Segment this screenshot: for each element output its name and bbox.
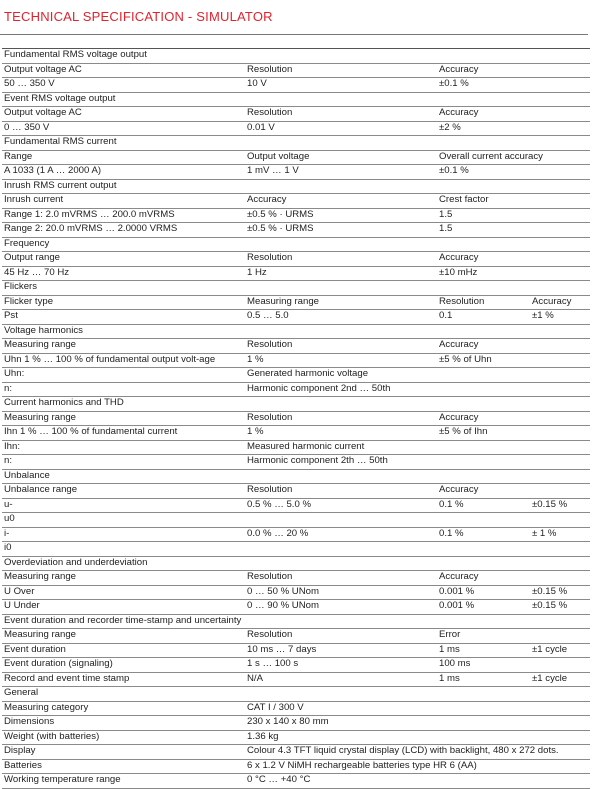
table-cell: 1 % [245, 353, 437, 368]
table-row [2, 194, 590, 209]
table-cell: Inrush current [2, 194, 245, 209]
table-cell [530, 266, 590, 281]
table-cell: Resolution [245, 107, 437, 122]
section-title: Fundamental RMS voltage output [2, 49, 590, 64]
table-row [2, 629, 590, 644]
row-value: Colour 4.3 TFT liquid crystal display (LCD) with backlight, 480 x 272 dots. [245, 745, 590, 760]
table-row [2, 542, 590, 557]
table-row [2, 716, 590, 731]
row-value: Harmonic component 2th … 50th [245, 455, 590, 470]
row-value: 230 x 140 x 80 mm [245, 716, 590, 731]
section-header-row [2, 397, 590, 412]
row-value: Harmonic component 2nd … 50th [245, 382, 590, 397]
table-cell [530, 194, 590, 209]
row-value: Measured harmonic current [245, 440, 590, 455]
table-row [2, 730, 590, 745]
table-cell: Ihn 1 % … 100 % of fundamental current [2, 426, 245, 441]
table-cell: Accuracy [437, 571, 530, 586]
table-cell: Measuring range [2, 411, 245, 426]
table-row [2, 585, 590, 600]
table-cell: Flicker type [2, 295, 245, 310]
table-row [2, 759, 590, 774]
table-row [2, 78, 590, 93]
table-cell: Measuring range [2, 339, 245, 354]
table-cell: Range 2: 20.0 mVRMS … 2.0000 VRMS [2, 223, 245, 238]
row-label: Dimensions [2, 716, 245, 731]
table-cell [437, 542, 530, 557]
table-cell: Error [437, 629, 530, 644]
row-label: Display [2, 745, 245, 760]
table-row [2, 455, 590, 470]
table-cell [530, 513, 590, 528]
table-cell: Event duration (signaling) [2, 658, 245, 673]
table-cell [245, 542, 437, 557]
table-row [2, 310, 590, 325]
table-cell: u0 [2, 513, 245, 528]
table-cell: Resolution [245, 339, 437, 354]
table-cell: U Over [2, 585, 245, 600]
table-cell [530, 411, 590, 426]
table-cell: Record and event time stamp [2, 672, 245, 687]
row-label: Working temperature range [2, 774, 245, 789]
section-title: Inrush RMS current output [2, 179, 590, 194]
table-row [2, 643, 590, 658]
table-row [2, 295, 590, 310]
section-title: Unbalance [2, 469, 590, 484]
row-value: 6 x 1.2 V NiMH rechargeable batteries type HR 6 (AA) [245, 759, 590, 774]
table-cell [530, 223, 590, 238]
table-row [2, 745, 590, 760]
table-cell [530, 107, 590, 122]
table-cell: 0.001 % [437, 600, 530, 615]
table-cell [530, 426, 590, 441]
row-label: n: [2, 455, 245, 470]
table-row [2, 121, 590, 136]
table-cell: Range [2, 150, 245, 165]
table-cell: Resolution [245, 571, 437, 586]
table-row [2, 672, 590, 687]
table-cell: ±0.1 % [437, 165, 530, 180]
table-cell: ±5 % of Ihn [437, 426, 530, 441]
table-row [2, 411, 590, 426]
section-header-row [2, 136, 590, 151]
table-cell: 0.1 % [437, 527, 530, 542]
table-cell: 1 mV … 1 V [245, 165, 437, 180]
row-value: 0 °C … +40 °C [245, 774, 590, 789]
table-row [2, 658, 590, 673]
table-cell: 0.1 [437, 310, 530, 325]
table-cell: Output range [2, 252, 245, 267]
table-cell: ±10 mHz [437, 266, 530, 281]
table-cell [530, 63, 590, 78]
table-cell: Accuracy [437, 252, 530, 267]
table-cell: ±0.15 % [530, 498, 590, 513]
section-title: General [2, 687, 590, 702]
table-cell: 10 V [245, 78, 437, 93]
table-cell: Event duration [2, 643, 245, 658]
table-row [2, 165, 590, 180]
section-header-row [2, 556, 590, 571]
row-value: Generated harmonic voltage [245, 368, 590, 383]
section-header-row [2, 237, 590, 252]
section-title: Flickers [2, 281, 590, 296]
title-divider [0, 34, 588, 35]
table-cell: 1.5 [437, 223, 530, 238]
table-cell [437, 513, 530, 528]
table-cell: Measuring range [245, 295, 437, 310]
table-cell: ±0.15 % [530, 600, 590, 615]
table-cell: Accuracy [437, 484, 530, 499]
table-row [2, 223, 590, 238]
table-row [2, 701, 590, 716]
table-row [2, 426, 590, 441]
table-row [2, 513, 590, 528]
table-cell: 1 s … 100 s [245, 658, 437, 673]
table-cell: N/A [245, 672, 437, 687]
row-value: 1.36 kg [245, 730, 590, 745]
table-row [2, 368, 590, 383]
table-cell: Measuring range [2, 571, 245, 586]
table-cell: Range 1: 2.0 mVRMS … 200.0 mVRMS [2, 208, 245, 223]
table-cell [530, 121, 590, 136]
table-cell: ±5 % of Uhn [437, 353, 530, 368]
table-cell: i0 [2, 542, 245, 557]
table-cell [530, 353, 590, 368]
section-title: Voltage harmonics [2, 324, 590, 339]
table-cell: 1 ms [437, 672, 530, 687]
section-header-row [2, 614, 590, 629]
section-header-row [2, 92, 590, 107]
table-row [2, 600, 590, 615]
table-cell: 0 … 350 V [2, 121, 245, 136]
table-cell: Overall current accuracy [437, 150, 530, 165]
table-cell: u- [2, 498, 245, 513]
table-cell [530, 571, 590, 586]
table-cell: 45 Hz … 70 Hz [2, 266, 245, 281]
row-value: CAT I / 300 V [245, 701, 590, 716]
table-cell: 1 % [245, 426, 437, 441]
table-cell: 0.001 % [437, 585, 530, 600]
table-cell: Accuracy [530, 295, 590, 310]
table-cell [530, 658, 590, 673]
table-cell: Accuracy [437, 411, 530, 426]
table-cell [530, 208, 590, 223]
table-row [2, 150, 590, 165]
table-cell: ±1 cycle [530, 643, 590, 658]
table-cell: Resolution [245, 629, 437, 644]
section-title: Frequency [2, 237, 590, 252]
table-cell [530, 78, 590, 93]
section-title: Current harmonics and THD [2, 397, 590, 412]
table-cell: Crest factor [437, 194, 530, 209]
table-cell [530, 629, 590, 644]
table-cell: 0.01 V [245, 121, 437, 136]
table-row [2, 252, 590, 267]
table-cell: ±0.15 % [530, 585, 590, 600]
table-row [2, 266, 590, 281]
table-cell: ±1 % [530, 310, 590, 325]
table-cell: U Under [2, 600, 245, 615]
page-title: TECHNICAL SPECIFICATION - SIMULATOR [4, 9, 273, 24]
table-cell: 1.5 [437, 208, 530, 223]
table-cell [245, 513, 437, 528]
table-cell: Unbalance range [2, 484, 245, 499]
table-row [2, 382, 590, 397]
table-cell: 50 … 350 V [2, 78, 245, 93]
table-row [2, 107, 590, 122]
table-cell: Uhn 1 % … 100 % of fundamental output volt-age [2, 353, 245, 368]
table-row [2, 440, 590, 455]
table-cell: 1 Hz [245, 266, 437, 281]
table-cell: Accuracy [245, 194, 437, 209]
section-title: Event RMS voltage output [2, 92, 590, 107]
table-cell: Resolution [245, 252, 437, 267]
section-header-row [2, 281, 590, 296]
section-header-row [2, 179, 590, 194]
table-cell: 1 ms [437, 643, 530, 658]
table-cell: 0.5 … 5.0 [245, 310, 437, 325]
table-cell: Resolution [437, 295, 530, 310]
table-cell: 0 … 50 % UNom [245, 585, 437, 600]
section-header-row [2, 469, 590, 484]
row-label: Batteries [2, 759, 245, 774]
table-row [2, 498, 590, 513]
row-label: Uhn: [2, 368, 245, 383]
table-cell: 10 ms … 7 days [245, 643, 437, 658]
table-cell: Resolution [245, 63, 437, 78]
table-cell [530, 165, 590, 180]
table-cell: ±2 % [437, 121, 530, 136]
table-cell: Accuracy [437, 63, 530, 78]
table-cell: 100 ms [437, 658, 530, 673]
table-cell [530, 484, 590, 499]
table-row [2, 208, 590, 223]
section-header-row [2, 687, 590, 702]
table-cell: Output voltage [245, 150, 437, 165]
table-cell: Accuracy [437, 107, 530, 122]
table-cell [530, 252, 590, 267]
section-header-row [2, 49, 590, 64]
section-title: Event duration and recorder time-stamp and uncertainty [2, 614, 590, 629]
table-row [2, 527, 590, 542]
table-cell: i- [2, 527, 245, 542]
table-cell: ± 1 % [530, 527, 590, 542]
table-cell: Resolution [245, 411, 437, 426]
table-cell: 0 … 90 % UNom [245, 600, 437, 615]
row-label: Ihn: [2, 440, 245, 455]
table-cell: ±0.5 % · URMS [245, 223, 437, 238]
table-cell: Measuring range [2, 629, 245, 644]
table-cell: ±1 cycle [530, 672, 590, 687]
table-cell: Pst [2, 310, 245, 325]
spec-table [2, 48, 590, 789]
section-title: Fundamental RMS current [2, 136, 590, 151]
table-cell: Resolution [245, 484, 437, 499]
table-row [2, 339, 590, 354]
table-row [2, 63, 590, 78]
table-cell [530, 542, 590, 557]
table-cell: 0.5 % … 5.0 % [245, 498, 437, 513]
table-row [2, 571, 590, 586]
table-cell: 0.1 % [437, 498, 530, 513]
table-cell: 0.0 % … 20 % [245, 527, 437, 542]
table-row [2, 484, 590, 499]
table-cell: Output voltage AC [2, 63, 245, 78]
row-label: n: [2, 382, 245, 397]
table-cell: Accuracy [437, 339, 530, 354]
section-title: Overdeviation and underdeviation [2, 556, 590, 571]
table-cell [530, 339, 590, 354]
table-cell: ±0.1 % [437, 78, 530, 93]
row-label: Measuring category [2, 701, 245, 716]
table-cell: Output voltage AC [2, 107, 245, 122]
section-header-row [2, 324, 590, 339]
table-cell: A 1033 (1 A … 2000 A) [2, 165, 245, 180]
table-row [2, 353, 590, 368]
row-label: Weight (with batteries) [2, 730, 245, 745]
table-cell: ±0.5 % · URMS [245, 208, 437, 223]
